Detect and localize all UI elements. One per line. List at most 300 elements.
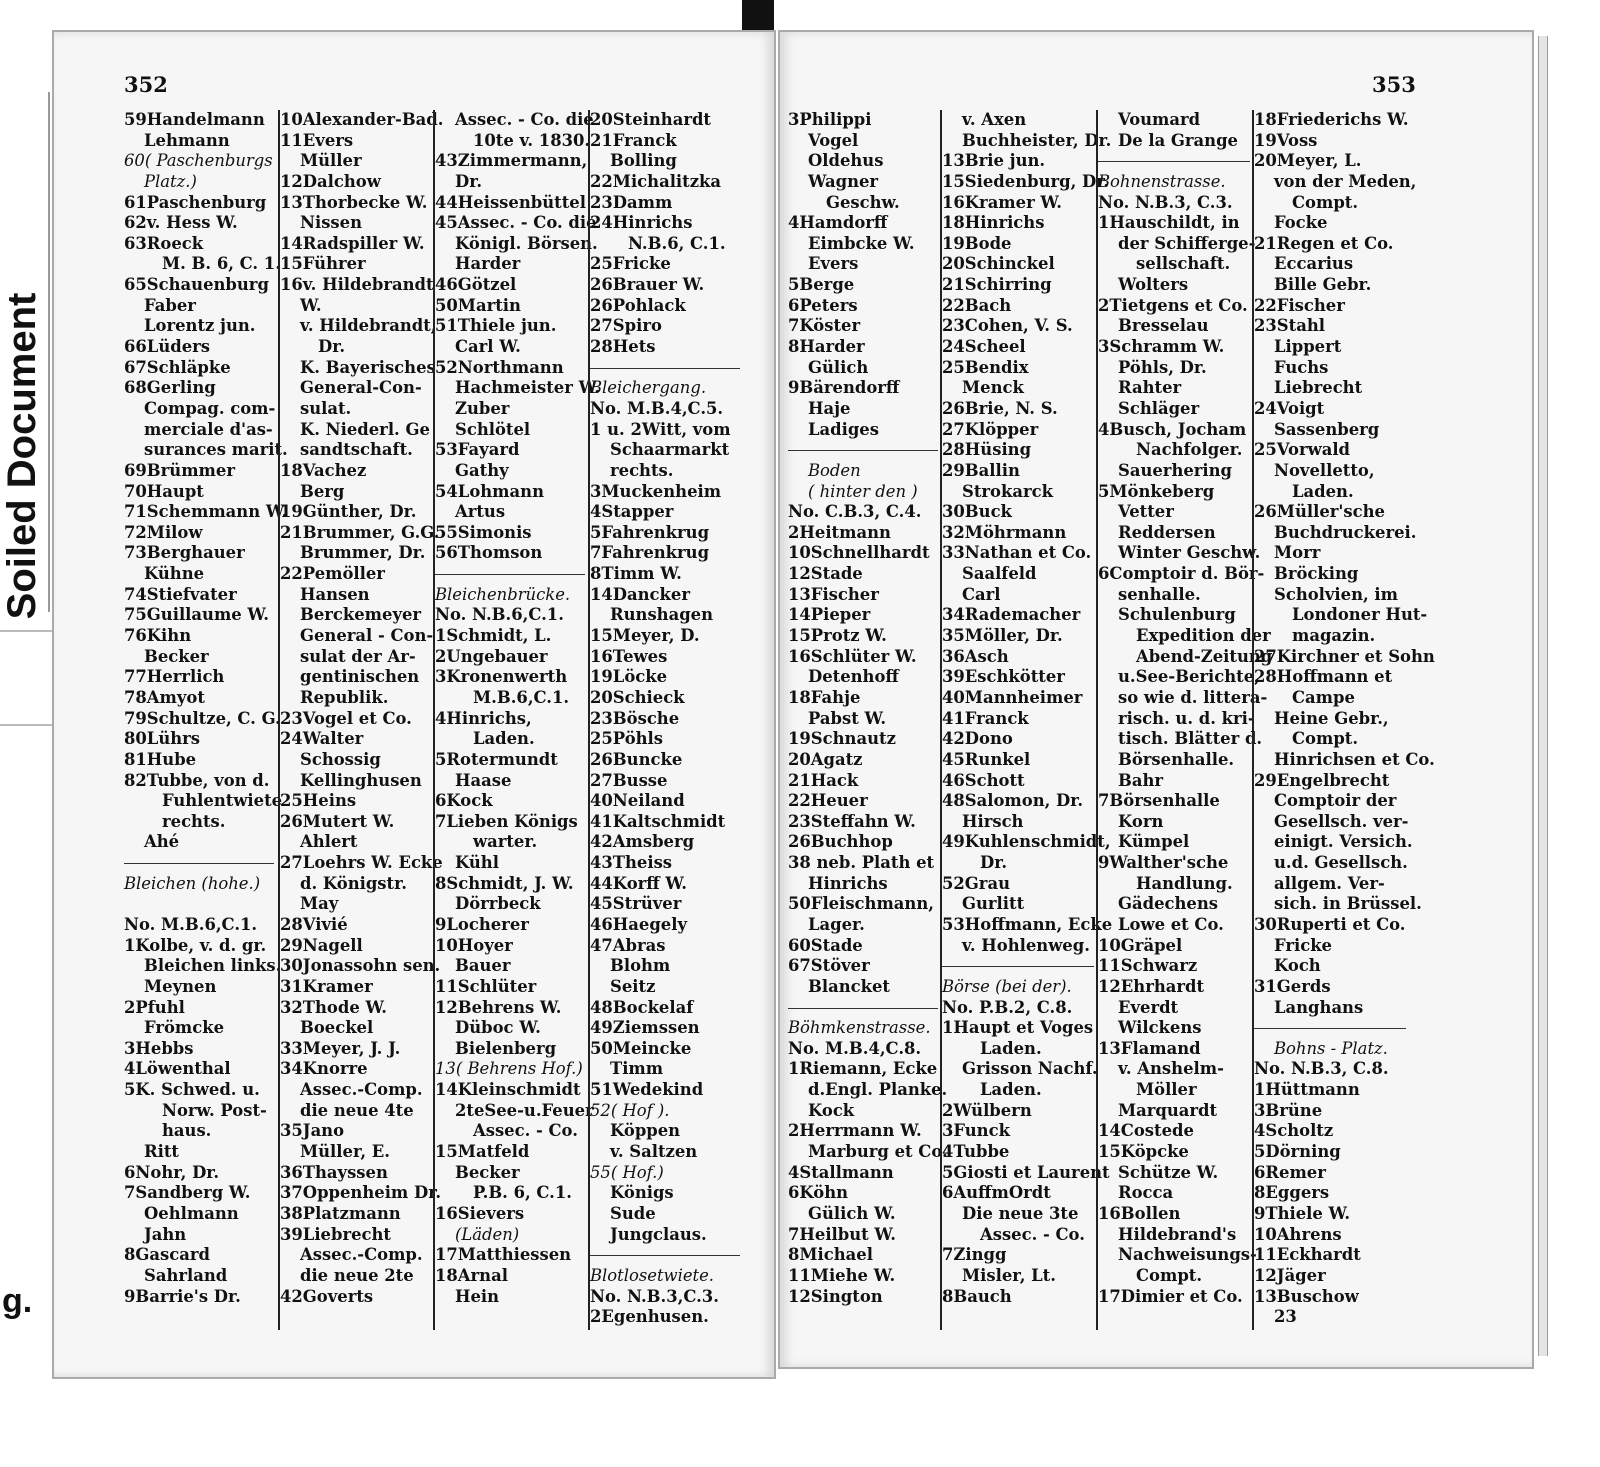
directory-line: 26Buchhop bbox=[788, 832, 893, 852]
directory-line: 12Stade bbox=[788, 564, 863, 584]
directory-line: Langhans bbox=[1274, 997, 1364, 1017]
directory-line: 18Friederichs W. bbox=[1254, 110, 1409, 129]
directory-line: 77Herrlich bbox=[124, 667, 225, 687]
directory-line: senhalle. bbox=[1118, 584, 1201, 604]
section-rule bbox=[1254, 1018, 1406, 1039]
directory-line: 56Thomson bbox=[435, 543, 543, 563]
directory-line: 15Führer bbox=[280, 254, 366, 274]
left-column-2 bbox=[280, 110, 444, 1307]
directory-line: Gülich W. bbox=[808, 1203, 896, 1223]
directory-line: 51Wedekind bbox=[590, 1080, 704, 1100]
directory-line: Boeckel bbox=[300, 1018, 374, 1038]
directory-line: rechts. bbox=[162, 811, 226, 831]
directory-line: 13Fischer bbox=[788, 584, 879, 604]
directory-line: 3Muckenheim bbox=[590, 481, 722, 501]
directory-line: 50Meincke bbox=[590, 1038, 692, 1058]
directory-line: 5Giosti et Laurent bbox=[942, 1162, 1110, 1182]
directory-line: allgem. Ver- bbox=[1274, 873, 1385, 893]
directory-line: 2Egenhusen. bbox=[590, 1307, 709, 1327]
directory-line: 11Miehe W. bbox=[788, 1265, 896, 1285]
directory-line: Meynen bbox=[144, 976, 217, 996]
directory-line: Scholvien, im bbox=[1274, 584, 1398, 604]
section-rule bbox=[788, 440, 938, 461]
directory-line: 9Barrie's Dr. bbox=[124, 1286, 241, 1306]
directory-line: 2Heitmann bbox=[788, 522, 891, 542]
directory-line: Rocca bbox=[1118, 1183, 1174, 1203]
directory-line: 26Pohlack bbox=[590, 295, 686, 315]
directory-line: Jungclaus. bbox=[610, 1224, 707, 1244]
side-label-fragment: g. bbox=[2, 1282, 33, 1320]
directory-line: Kühl bbox=[455, 853, 499, 873]
directory-line: 2Herrmann W. bbox=[788, 1121, 922, 1141]
directory-line: 22Pemöller bbox=[280, 564, 385, 584]
directory-line: 3Funck bbox=[942, 1121, 1010, 1141]
directory-line: 26Müller'sche bbox=[1254, 502, 1385, 522]
directory-line: 22Bach bbox=[942, 295, 1012, 315]
directory-line: sulat. bbox=[300, 398, 352, 418]
directory-line: Buchheister, Dr. bbox=[962, 130, 1112, 150]
directory-line: Morr bbox=[1274, 543, 1321, 563]
directory-line: 71Schemmann W. bbox=[124, 502, 288, 522]
directory-line: 13Flamand bbox=[1098, 1038, 1201, 1058]
directory-line: sandtschaft. bbox=[300, 440, 413, 460]
directory-line: 52Northmann bbox=[435, 357, 564, 377]
directory-line: 34Rademacher bbox=[942, 605, 1081, 625]
directory-line: 33Meyer, J. J. bbox=[280, 1038, 401, 1058]
directory-line: Gädechens bbox=[1118, 894, 1218, 914]
directory-line: 20Steinhardt bbox=[590, 110, 711, 129]
directory-line: 42Goverts bbox=[280, 1286, 374, 1306]
directory-line: Hinrichs bbox=[808, 873, 888, 893]
directory-line: Kock bbox=[808, 1100, 855, 1120]
directory-line: No. M.B.4,C.8. bbox=[788, 1038, 922, 1058]
directory-line: No. N.B.3,C.3. bbox=[590, 1286, 719, 1306]
directory-line: Dr. bbox=[980, 853, 1008, 873]
directory-line: Frömcke bbox=[144, 1018, 225, 1038]
right-column-1 bbox=[788, 110, 948, 1307]
directory-line: 26Brie, N. S. bbox=[942, 398, 1058, 418]
directory-line: 1Kolbe, v. d. gr. bbox=[124, 935, 267, 955]
directory-line: 63Roeck bbox=[124, 233, 204, 253]
directory-line: 11Evers bbox=[280, 130, 354, 150]
directory-line: Jahn bbox=[144, 1224, 187, 1244]
directory-line: 22Heuer bbox=[788, 791, 868, 811]
directory-line: Bohns - Platz. bbox=[1274, 1038, 1388, 1058]
directory-line: Heine Gebr., bbox=[1274, 708, 1389, 728]
directory-line: 18Fahje bbox=[788, 687, 861, 707]
directory-line: Kellinghusen bbox=[300, 770, 422, 790]
directory-line: 22Michalitzka bbox=[590, 171, 722, 191]
directory-line: 14Radspiller W. bbox=[280, 233, 425, 253]
directory-line: Ahé bbox=[144, 832, 180, 852]
directory-line: Korn bbox=[1118, 811, 1164, 831]
directory-line: 46Götzel bbox=[435, 275, 517, 295]
directory-line: 46Haegely bbox=[590, 914, 687, 934]
directory-line: Faber bbox=[144, 295, 196, 315]
directory-line: sich. in Brüssel. bbox=[1274, 894, 1422, 914]
directory-line: 2teSee-u.Feuer bbox=[455, 1100, 594, 1120]
directory-line: 20Meyer, L. bbox=[1254, 151, 1362, 171]
directory-line: 25Fricke bbox=[590, 254, 671, 274]
directory-line: 27Kirchner et Sohn bbox=[1254, 646, 1435, 666]
directory-line: 5Dörning bbox=[1254, 1142, 1341, 1162]
directory-line: 9Thiele W. bbox=[1254, 1203, 1351, 1223]
directory-line: N.B.6, C.1. bbox=[628, 233, 726, 253]
directory-line: 25Bendix bbox=[942, 357, 1029, 377]
directory-line: M. B. 6, C. 1. bbox=[162, 254, 281, 274]
directory-line: 15Protz W. bbox=[788, 626, 887, 646]
directory-line: 1Schmidt, L. bbox=[435, 626, 552, 646]
directory-line: 14Dancker bbox=[590, 584, 690, 604]
directory-line: 23Vogel et Co. bbox=[280, 708, 412, 728]
directory-line: Winter Geschw. bbox=[1118, 543, 1261, 563]
directory-line: Oehlmann bbox=[144, 1203, 239, 1223]
directory-line: Boden bbox=[808, 460, 861, 480]
directory-line: Laden. bbox=[1292, 481, 1354, 501]
directory-line: 29Engelbrecht bbox=[1254, 770, 1390, 790]
directory-line: Compt. bbox=[1292, 192, 1359, 212]
directory-line: 14Pieper bbox=[788, 605, 871, 625]
directory-line: Lorentz jun. bbox=[144, 316, 256, 336]
directory-line: Lowe et Co. bbox=[1118, 914, 1224, 934]
directory-line: Reddersen bbox=[1118, 522, 1216, 542]
directory-line: Assec.-Comp. bbox=[300, 1080, 423, 1100]
directory-line: Wolters bbox=[1118, 275, 1189, 295]
directory-line: 74Stiefvater bbox=[124, 584, 237, 604]
directory-line: Müller, E. bbox=[300, 1142, 390, 1162]
directory-line: 10Gräpel bbox=[1098, 935, 1183, 955]
directory-line: De la Grange bbox=[1118, 130, 1238, 150]
directory-line: Schossig bbox=[300, 749, 381, 769]
directory-line: 23 bbox=[1274, 1307, 1297, 1327]
left-page bbox=[52, 30, 776, 1379]
directory-line: 12Behrens W. bbox=[435, 997, 562, 1017]
directory-line: Bleichen links. bbox=[144, 956, 282, 976]
section-rule bbox=[435, 564, 585, 585]
directory-line: tisch. Blätter d. bbox=[1118, 729, 1263, 749]
directory-line: 20Agatz bbox=[788, 749, 863, 769]
directory-line: 73Berghauer bbox=[124, 543, 245, 563]
directory-line: 26Buncke bbox=[590, 749, 683, 769]
directory-line: Norw. Post- bbox=[162, 1100, 267, 1120]
directory-line: 23Bösche bbox=[590, 708, 680, 728]
directory-line: 16Tewes bbox=[590, 646, 668, 666]
right-column-4 bbox=[1254, 110, 1435, 1328]
directory-line: 4Löwenthal bbox=[124, 1059, 231, 1079]
directory-line: 31Kramer bbox=[280, 976, 373, 996]
directory-line: Wilckens bbox=[1118, 1018, 1202, 1038]
directory-line: 2Tietgens et Co. bbox=[1098, 295, 1248, 315]
section-rule bbox=[590, 358, 740, 379]
directory-line: 55Simonis bbox=[435, 522, 532, 542]
directory-line: Menck bbox=[962, 378, 1024, 398]
directory-line: 7Sandberg W. bbox=[124, 1183, 251, 1203]
directory-line: Compag. com- bbox=[144, 398, 276, 418]
directory-line: 19Voss bbox=[1254, 130, 1318, 150]
directory-line: 16Bollen bbox=[1098, 1203, 1181, 1223]
directory-line: Schulenburg bbox=[1118, 605, 1236, 625]
directory-line: Bielenberg bbox=[455, 1038, 557, 1058]
directory-line: Gurlitt bbox=[962, 894, 1025, 914]
directory-line: Saalfeld bbox=[962, 564, 1037, 584]
directory-line: Expedition der bbox=[1136, 626, 1271, 646]
directory-line: 18Vachez bbox=[280, 460, 367, 480]
directory-line: d. Königstr. bbox=[300, 873, 407, 893]
directory-line: 37Oppenheim Dr. bbox=[280, 1183, 442, 1203]
directory-line: sulat der Ar- bbox=[300, 646, 416, 666]
directory-line: 60( Paschenburgs bbox=[124, 151, 273, 171]
directory-line: 59Handelmann bbox=[124, 110, 265, 129]
directory-line: 21Hack bbox=[788, 770, 859, 790]
directory-line: Assec. - Co. bbox=[473, 1121, 578, 1141]
side-label: Soiled Document bbox=[0, 292, 44, 620]
directory-line: 67Schläpke bbox=[124, 357, 231, 377]
directory-line: 8Schmidt, J. W. bbox=[435, 873, 574, 893]
directory-line: Börsenhalle. bbox=[1118, 749, 1235, 769]
directory-line: 82Tubbe, von d. bbox=[124, 770, 270, 790]
directory-line: Nachfolger. bbox=[1136, 440, 1243, 460]
directory-line: 19Bode bbox=[942, 233, 1012, 253]
section-rule bbox=[124, 853, 274, 874]
directory-line: merciale d'as- bbox=[144, 419, 273, 439]
section-rule bbox=[590, 1245, 740, 1266]
directory-line: 13Buschow bbox=[1254, 1286, 1359, 1306]
directory-line: Evers bbox=[808, 254, 859, 274]
directory-line: 3Kronenwerth bbox=[435, 667, 568, 687]
directory-line: 8Michael bbox=[788, 1245, 873, 1265]
directory-line: Focke bbox=[1274, 213, 1328, 233]
directory-line: 28Vivié bbox=[280, 914, 348, 934]
directory-line: 40Mannheimer bbox=[942, 687, 1083, 707]
directory-line: Kümpel bbox=[1118, 832, 1190, 852]
left-column-3 bbox=[435, 110, 601, 1307]
directory-line: 32Thode W. bbox=[280, 997, 388, 1017]
side-label-tab-small bbox=[0, 630, 58, 1320]
directory-line: 40Neiland bbox=[590, 791, 685, 811]
directory-line: 52Grau bbox=[942, 873, 1010, 893]
directory-line: 48Bockelaf bbox=[590, 997, 694, 1017]
directory-line: 62v. Hess W. bbox=[124, 213, 238, 233]
directory-line: 29Nagell bbox=[280, 935, 363, 955]
directory-line: Schlötel bbox=[455, 419, 531, 439]
directory-line: 14Kleinschmidt bbox=[435, 1080, 581, 1100]
directory-line: 9Locherer bbox=[435, 914, 529, 934]
directory-line: Handlung. bbox=[1136, 873, 1233, 893]
directory-line: 4Tubbe bbox=[942, 1142, 1010, 1162]
directory-line: 27Klöpper bbox=[942, 419, 1039, 439]
directory-line: 36Asch bbox=[942, 646, 1009, 666]
directory-line: 28Hoffmann et bbox=[1254, 667, 1393, 687]
directory-line: Comptoir der bbox=[1274, 791, 1397, 811]
directory-line: Voumard bbox=[1118, 110, 1201, 129]
directory-line: 49Kuhlenschmidt, bbox=[942, 832, 1111, 852]
directory-line: No. N.B.3, C.3. bbox=[1098, 192, 1233, 212]
section-rule bbox=[788, 998, 938, 1019]
directory-line: 9Bärendorff bbox=[788, 378, 900, 398]
directory-line: einigt. Versich. bbox=[1274, 832, 1413, 852]
directory-line: 41Kaltschmidt bbox=[590, 811, 726, 831]
directory-line: v. Saltzen bbox=[610, 1142, 698, 1162]
directory-line: Bahr bbox=[1118, 770, 1164, 790]
directory-line: Berckemeyer bbox=[300, 605, 422, 625]
directory-line: 54Lohmann bbox=[435, 481, 544, 501]
directory-line: Bresselau bbox=[1118, 316, 1209, 336]
directory-line: Lippert bbox=[1274, 337, 1342, 357]
directory-line: 16Sievers bbox=[435, 1203, 525, 1223]
directory-line: 32Möhrmann bbox=[942, 522, 1067, 542]
directory-line: 42Amsberg bbox=[590, 832, 695, 852]
directory-line: 23Steffahn W. bbox=[788, 811, 916, 831]
directory-line: Timm bbox=[610, 1059, 664, 1079]
directory-line: 51Thiele jun. bbox=[435, 316, 557, 336]
directory-line: 3Hebbs bbox=[124, 1038, 194, 1058]
directory-line: Hachmeister W. bbox=[455, 378, 601, 398]
directory-line: 11Schwarz bbox=[1098, 956, 1198, 976]
directory-line: ( hinter den ) bbox=[808, 481, 918, 501]
directory-line: 21Franck bbox=[590, 130, 677, 150]
directory-line: v. Hohlenweg. bbox=[962, 935, 1090, 955]
directory-line: 38Platzmann bbox=[280, 1203, 401, 1223]
directory-line: 33Nathan et Co. bbox=[942, 543, 1092, 563]
directory-line: 49Ziemssen bbox=[590, 1018, 700, 1038]
directory-line: Pöhls, Dr. bbox=[1118, 357, 1207, 377]
directory-line: 72Milow bbox=[124, 522, 203, 542]
directory-line: 55( Hof.) bbox=[590, 1162, 664, 1182]
directory-line: 44Heissenbüttel bbox=[435, 192, 586, 212]
directory-line: Hansen bbox=[300, 584, 370, 604]
directory-line: 50Martin bbox=[435, 295, 521, 315]
directory-line: 21Schirring bbox=[942, 275, 1052, 295]
directory-line: 68Gerling bbox=[124, 378, 216, 398]
directory-line: 6Peters bbox=[788, 295, 858, 315]
directory-line: 3Schramm W. bbox=[1098, 337, 1225, 357]
directory-line: Laden. bbox=[980, 1038, 1042, 1058]
directory-line: 7Lieben Königs bbox=[435, 811, 578, 831]
directory-line: Oldehus bbox=[808, 151, 884, 171]
directory-line: 4Stallmann bbox=[788, 1162, 894, 1182]
directory-line bbox=[124, 894, 274, 915]
directory-line: Müller bbox=[300, 151, 362, 171]
directory-line: Assec. - Co. bbox=[980, 1224, 1085, 1244]
directory-line: 24Walter bbox=[280, 729, 364, 749]
directory-line: von der Meden, bbox=[1274, 171, 1417, 191]
directory-line: 35Jano bbox=[280, 1121, 345, 1141]
directory-line: 6AuffmOrdt bbox=[942, 1183, 1051, 1203]
directory-line: 35Möller, Dr. bbox=[942, 626, 1063, 646]
directory-line: 11Eckhardt bbox=[1254, 1245, 1361, 1265]
directory-line: 28Hets bbox=[590, 337, 656, 357]
directory-line: Geschw. bbox=[826, 192, 900, 212]
directory-line: 81Hube bbox=[124, 749, 197, 769]
directory-line: 47Abras bbox=[590, 935, 666, 955]
directory-line: 2Pfuhl bbox=[124, 997, 185, 1017]
directory-line: Carl W. bbox=[455, 337, 521, 357]
directory-line: 1 u. 2Witt, vom bbox=[590, 419, 731, 439]
directory-line: die neue 4te bbox=[300, 1100, 414, 1120]
directory-line: Platz.) bbox=[144, 171, 197, 191]
directory-line: 12Jäger bbox=[1254, 1265, 1326, 1285]
directory-line: 23Stahl bbox=[1254, 316, 1325, 336]
directory-line: 8Bauch bbox=[942, 1286, 1012, 1306]
directory-line: 39Eschkötter bbox=[942, 667, 1065, 687]
directory-line: Blancket bbox=[808, 976, 890, 996]
directory-line: Republik. bbox=[300, 687, 389, 707]
directory-line: u.See-Berichte, bbox=[1118, 667, 1260, 687]
directory-line: 16Kramer W. bbox=[942, 192, 1062, 212]
directory-line: Liebrecht bbox=[1274, 378, 1363, 398]
directory-line: Misler, Lt. bbox=[962, 1265, 1056, 1285]
directory-line: 10Ahrens bbox=[1254, 1224, 1342, 1244]
directory-line: No. M.B.6,C.1. bbox=[124, 914, 258, 934]
directory-line: 1Hauschildt, in bbox=[1098, 213, 1240, 233]
directory-line: P.B. 6, C.1. bbox=[473, 1183, 572, 1203]
directory-line: May bbox=[300, 894, 339, 914]
directory-line: No. N.B.3, C.8. bbox=[1254, 1059, 1389, 1079]
directory-line: 30Jonassohn sen. bbox=[280, 956, 441, 976]
directory-line: 25Heins bbox=[280, 791, 357, 811]
directory-line: der Schifferge- bbox=[1118, 233, 1256, 253]
directory-line: 8Harder bbox=[788, 337, 865, 357]
directory-line: 4Hinrichs, bbox=[435, 708, 532, 728]
directory-line: Ritt bbox=[144, 1142, 179, 1162]
directory-line: Hein bbox=[455, 1286, 500, 1306]
directory-line: Gathy bbox=[455, 460, 509, 480]
directory-line: 7Heilbut W. bbox=[788, 1224, 896, 1244]
directory-line: 4Busch, Jocham bbox=[1098, 419, 1247, 439]
directory-line: Sude bbox=[610, 1203, 656, 1223]
directory-line: risch. u. d. kri- bbox=[1118, 708, 1255, 728]
directory-line: 7Köster bbox=[788, 316, 861, 336]
directory-line: Londoner Hut- bbox=[1292, 605, 1428, 625]
directory-line: 27Loehrs W. Ecke bbox=[280, 853, 443, 873]
directory-line: Laden. bbox=[473, 729, 535, 749]
directory-line: v. Axen bbox=[962, 110, 1027, 129]
directory-line: Pabst W. bbox=[808, 708, 887, 728]
directory-line: 13( Behrens Hof.) bbox=[435, 1059, 583, 1079]
directory-line: 9Walther'sche bbox=[1098, 853, 1229, 873]
directory-line: 12Ehrhardt bbox=[1098, 976, 1205, 996]
directory-line: 17Matthiessen bbox=[435, 1245, 572, 1265]
directory-line: 6Comptoir d. Bör- bbox=[1098, 564, 1265, 584]
directory-line: 66Lüders bbox=[124, 337, 211, 357]
directory-line: 39Liebrecht bbox=[280, 1224, 391, 1244]
directory-line: Becker bbox=[144, 646, 209, 666]
directory-line: Eimbcke W. bbox=[808, 233, 915, 253]
directory-line: Brummer, Dr. bbox=[300, 543, 426, 563]
directory-line: Blohm bbox=[610, 956, 671, 976]
directory-line: M.B.6,C.1. bbox=[473, 687, 570, 707]
directory-line: 67Stöver bbox=[788, 956, 870, 976]
directory-line: Fricke bbox=[1274, 935, 1332, 955]
directory-line: 52( Hof ). bbox=[590, 1100, 670, 1120]
directory-line: 24Hinrichs bbox=[590, 213, 693, 233]
directory-line: Schütze W. bbox=[1118, 1162, 1219, 1182]
directory-line: Compt. bbox=[1292, 729, 1359, 749]
directory-line: Nachweisungs- bbox=[1118, 1245, 1257, 1265]
directory-line: 30Ruperti et Co. bbox=[1254, 914, 1406, 934]
directory-line: 3Brüne bbox=[1254, 1100, 1323, 1120]
page-number-right: 353 bbox=[1372, 72, 1416, 97]
directory-line: surances marit. bbox=[144, 440, 288, 460]
directory-line: 19Schnautz bbox=[788, 729, 896, 749]
directory-line: Runshagen bbox=[610, 605, 714, 625]
directory-line: 70Haupt bbox=[124, 481, 204, 501]
directory-line: 45Strüver bbox=[590, 894, 682, 914]
directory-line: Bille Gebr. bbox=[1274, 275, 1372, 295]
directory-line: Marquardt bbox=[1118, 1100, 1218, 1120]
directory-line: Rahter bbox=[1118, 378, 1182, 398]
directory-line: 15Köpcke bbox=[1098, 1142, 1189, 1162]
